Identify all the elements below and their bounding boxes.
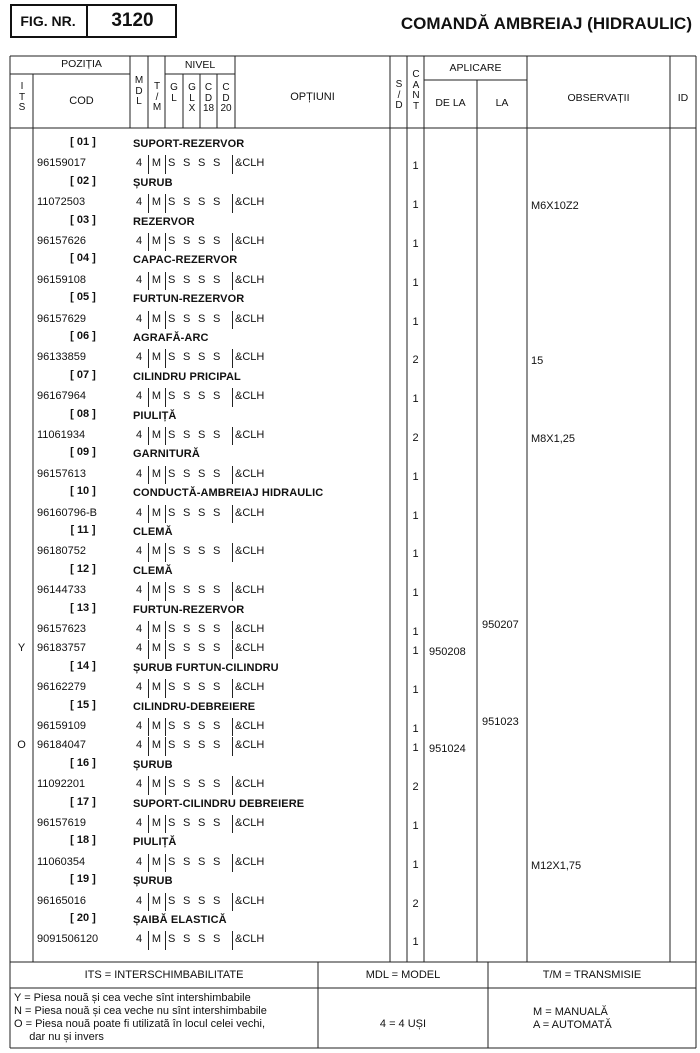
tm-value: M [151, 196, 162, 209]
position-number: [ 06 ] [70, 330, 96, 342]
part-code: 96159108 [37, 273, 86, 286]
header-optiuni: OPȚIUNI [290, 91, 335, 103]
position-number: [ 05 ] [70, 291, 96, 304]
tm-value: M [151, 933, 162, 946]
legend-tm-line: M = MANUALĂ [533, 1006, 608, 1018]
part-description: PIULIȚĂ [133, 836, 177, 849]
nivel-values: S S S S [168, 467, 223, 480]
mdl-divider [165, 815, 166, 833]
option-value: &CLH [235, 681, 265, 694]
legend-mdl-title: MDL = MODEL [365, 969, 441, 981]
figure-number: 3120 [111, 10, 154, 31]
option-value: &CLH [235, 545, 265, 558]
tm-value: M [151, 681, 162, 694]
mdl-value: 4 [135, 739, 143, 752]
tm-value: M [151, 351, 162, 364]
mdl-divider [148, 194, 149, 212]
observation: M8X1,25 [531, 433, 576, 445]
nivel-values: S S S S [168, 933, 223, 946]
option-value: &CLH [235, 933, 265, 946]
option-value: &CLH [235, 778, 265, 791]
mdl-divider [232, 155, 233, 173]
nivel-values: S S S S [168, 642, 223, 655]
applied-to: 951023 [482, 716, 519, 728]
legend-its-line: O = Piesa nouă poate fi utilizată în locul celei vechi, [14, 1018, 266, 1030]
part-description: ȘURUB [133, 758, 173, 771]
mdl-divider [165, 505, 166, 523]
part-description: ȘURUB [133, 176, 173, 189]
mdl-divider [165, 931, 166, 949]
part-code: 11072503 [37, 196, 86, 209]
tm-value: M [151, 855, 162, 868]
position-number: [ 10 ] [70, 485, 96, 498]
legend-its-title: ITS = INTERSCHIMBABILITATE [84, 969, 244, 981]
part-code: 96165016 [37, 894, 86, 907]
mdl-value: 4 [135, 545, 143, 558]
part-code: 96180752 [37, 545, 86, 558]
mdl-divider [232, 466, 233, 484]
option-value: &CLH [235, 351, 265, 364]
mdl-divider [148, 466, 149, 484]
header-pozitia: POZIȚIA [61, 58, 102, 70]
mdl-divider [148, 776, 149, 794]
position-number: [ 02 ] [70, 174, 96, 187]
part-code: 96184047 [37, 739, 86, 752]
header-de-la: DE LA [435, 97, 466, 109]
mdl-divider [165, 543, 166, 561]
mdl-divider [148, 311, 149, 329]
mdl-value: 4 [135, 235, 143, 247]
quantity: 1 [412, 160, 419, 173]
option-value: &CLH [235, 390, 265, 403]
mdl-value: 4 [135, 681, 143, 694]
position-number: [ 14 ] [70, 659, 96, 672]
nivel-values: S S S S [168, 390, 223, 403]
header-nivel: NIVEL [184, 59, 216, 71]
quantity: 1 [412, 820, 419, 832]
mdl-divider [232, 233, 233, 251]
position-number: [ 12 ] [70, 562, 96, 575]
mdl-value: 4 [135, 390, 143, 403]
header-nivel-gl: G L [170, 82, 178, 104]
nivel-values: S S S S [168, 506, 223, 519]
mdl-divider [148, 815, 149, 833]
mdl-divider [232, 194, 233, 212]
part-code: 11060354 [37, 855, 86, 868]
figure-label: FIG. NR. [10, 4, 88, 38]
part-description: CAPAC-REZERVOR [133, 254, 238, 267]
part-description: GARNITURĂ [133, 448, 200, 461]
part-description: CILINDRU-DEBREIERE [133, 700, 256, 713]
mdl-value: 4 [135, 817, 143, 829]
option-value: &CLH [235, 855, 265, 868]
its-code: Y [17, 642, 26, 655]
part-code: 96133859 [37, 351, 86, 364]
nivel-values: S S S S [168, 429, 223, 441]
part-code: 9091506120 [37, 933, 99, 946]
mdl-divider [165, 582, 166, 600]
mdl-divider [232, 349, 233, 367]
applied-to: 950207 [482, 619, 519, 631]
part-description: REZERVOR [133, 215, 195, 228]
header-mdl: M D L [134, 75, 144, 107]
header-la: LA [495, 97, 509, 109]
part-code: 96160796-B [37, 506, 97, 519]
part-code: 11061934 [37, 429, 86, 441]
legend-its-line: Y = Piesa nouă și cea veche sînt intershimbabile [14, 992, 251, 1004]
tm-value: M [151, 312, 162, 325]
legend-tm-title: T/M = TRANSMISIE [542, 969, 642, 981]
header-sd: S / D [395, 79, 403, 111]
option-value: &CLH [235, 467, 265, 480]
mdl-divider [165, 621, 166, 639]
part-description: SUPORT-REZERVOR [133, 138, 245, 150]
header-its: I T S [18, 81, 26, 113]
mdl-divider [232, 311, 233, 329]
option-value: &CLH [235, 312, 265, 325]
part-description: SUPORT-CILINDRU DEBREIERE [133, 797, 305, 810]
mdl-divider [165, 679, 166, 697]
part-description: PIULIȚĂ [133, 409, 177, 422]
mdl-divider [148, 427, 149, 445]
mdl-value: 4 [135, 273, 143, 286]
tm-value: M [151, 817, 162, 829]
header-id: ID [677, 92, 689, 104]
part-code: 96157613 [37, 467, 86, 480]
position-number: [ 19 ] [70, 873, 96, 886]
header-nivel-cd20: C D 20 [220, 82, 232, 114]
quantity: 1 [412, 470, 419, 483]
position-number: [ 16 ] [70, 756, 96, 769]
mdl-divider [165, 272, 166, 290]
part-code: 96157626 [37, 235, 86, 247]
part-code: 96183757 [37, 642, 86, 655]
mdl-divider [232, 582, 233, 600]
nivel-values: S S S S [168, 312, 223, 325]
nivel-values: S S S S [168, 720, 223, 732]
mdl-divider [232, 815, 233, 833]
quantity: 2 [412, 432, 419, 444]
option-value: &CLH [235, 739, 265, 752]
quantity: 1 [412, 238, 419, 250]
mdl-value: 4 [135, 196, 143, 209]
tm-value: M [151, 506, 162, 519]
header-tm: T / M [152, 81, 162, 113]
mdl-divider [232, 621, 233, 639]
option-value: &CLH [235, 817, 265, 829]
mdl-divider [165, 718, 166, 736]
part-code: 96159109 [37, 720, 86, 732]
mdl-divider [232, 893, 233, 911]
part-description: CLEMĂ [133, 564, 173, 577]
part-description: ȘURUB FURTUN-CILINDRU [133, 661, 279, 674]
mdl-value: 4 [135, 642, 143, 655]
part-description: ȘAIBĂ ELASTICĂ [133, 914, 227, 926]
tm-value: M [151, 235, 162, 247]
legend-its-line: N = Piesa nouă și cea veche nu sînt intershimbabile [14, 1005, 267, 1017]
part-description: AGRAFĂ-ARC [133, 332, 209, 344]
nivel-values: S S S S [168, 584, 223, 597]
mdl-divider [165, 233, 166, 251]
mdl-divider [148, 893, 149, 911]
part-code: 96157619 [37, 817, 86, 829]
mdl-value: 4 [135, 584, 143, 597]
mdl-divider [165, 427, 166, 445]
position-number: [ 20 ] [70, 912, 96, 924]
its-code: O [17, 739, 26, 752]
mdl-value: 4 [135, 720, 143, 732]
legend-its-line: dar nu și invers [14, 1031, 104, 1043]
mdl-divider [165, 349, 166, 367]
mdl-divider [232, 718, 233, 736]
position-number: [ 17 ] [70, 795, 96, 808]
quantity: 1 [412, 645, 419, 658]
quantity: 1 [412, 393, 419, 406]
option-value: &CLH [235, 584, 265, 597]
nivel-values: S S S S [168, 778, 223, 791]
part-code: 96167964 [37, 390, 86, 403]
mdl-divider [165, 640, 166, 658]
quantity: 1 [412, 587, 419, 600]
part-description: CLEMĂ [133, 526, 173, 538]
legend-its-lines [14, 992, 267, 1044]
mdl-divider [232, 776, 233, 794]
part-description: FURTUN-REZERVOR [133, 603, 245, 616]
position-number: [ 03 ] [70, 213, 96, 226]
tm-value: M [151, 584, 162, 597]
quantity: 1 [412, 936, 419, 949]
tm-value: M [151, 429, 162, 441]
mdl-divider [148, 679, 149, 697]
option-value: &CLH [235, 429, 265, 441]
mdl-divider [232, 427, 233, 445]
quantity: 1 [412, 199, 419, 212]
quantity: 1 [412, 858, 419, 871]
header-observatii: OBSERVAȚII [567, 92, 630, 104]
quantity: 1 [412, 742, 419, 755]
mdl-divider [148, 737, 149, 755]
mdl-divider [165, 893, 166, 911]
nivel-values: S S S S [168, 351, 223, 364]
legend-tm-lines [533, 1006, 612, 1032]
mdl-value: 4 [135, 894, 143, 907]
nivel-values: S S S S [168, 681, 223, 694]
tm-value: M [151, 157, 162, 170]
quantity: 2 [412, 897, 419, 910]
mdl-divider [232, 931, 233, 949]
quantity: 2 [412, 354, 419, 367]
observation: 15 [531, 355, 544, 368]
position-number: [ 09 ] [70, 446, 96, 459]
tm-value: M [151, 467, 162, 480]
nivel-values: S S S S [168, 235, 223, 247]
tm-value: M [151, 390, 162, 403]
mdl-value: 4 [135, 933, 143, 946]
nivel-values: S S S S [168, 894, 223, 907]
option-value: &CLH [235, 894, 265, 907]
mdl-divider [165, 737, 166, 755]
mdl-value: 4 [135, 467, 143, 480]
position-number: [ 15 ] [70, 698, 96, 711]
mdl-value: 4 [135, 506, 143, 519]
tm-value: M [151, 273, 162, 286]
mdl-divider [148, 272, 149, 290]
part-code: 96159017 [37, 157, 86, 170]
option-value: &CLH [235, 720, 265, 732]
mdl-divider [148, 388, 149, 406]
mdl-divider [148, 640, 149, 658]
mdl-divider [232, 388, 233, 406]
part-description: CILINDRU PRICIPAL [133, 370, 241, 383]
mdl-divider [232, 679, 233, 697]
mdl-divider [232, 737, 233, 755]
quantity: 1 [412, 509, 419, 522]
part-code: 96157629 [37, 312, 86, 325]
mdl-divider [148, 505, 149, 523]
quantity: 1 [412, 684, 419, 697]
mdl-divider [232, 543, 233, 561]
observation: M6X10Z2 [531, 200, 579, 213]
mdl-divider [148, 621, 149, 639]
part-code: 96162279 [37, 681, 86, 694]
position-number: [ 11 ] [70, 524, 96, 536]
mdl-divider [232, 854, 233, 872]
applied-from: 950208 [429, 646, 466, 659]
position-number: [ 18 ] [70, 834, 96, 847]
quantity: 1 [412, 548, 419, 561]
header-cant: C A N T [412, 69, 420, 112]
nivel-values: S S S S [168, 739, 223, 752]
part-code: 96144733 [37, 584, 86, 597]
observation: M12X1,75 [531, 859, 582, 872]
quantity: 2 [412, 781, 419, 794]
mdl-value: 4 [135, 855, 143, 868]
mdl-divider [165, 155, 166, 173]
mdl-divider [165, 466, 166, 484]
applied-from: 951024 [429, 743, 466, 756]
quantity: 1 [412, 626, 419, 638]
mdl-divider [232, 640, 233, 658]
position-number: [ 08 ] [70, 407, 96, 420]
part-description: ȘURUB [133, 875, 173, 888]
tm-value: M [151, 720, 162, 732]
tm-value: M [151, 894, 162, 907]
option-value: &CLH [235, 623, 265, 635]
mdl-divider [165, 388, 166, 406]
quantity: 1 [412, 276, 419, 289]
mdl-divider [232, 505, 233, 523]
nivel-values: S S S S [168, 273, 223, 286]
position-number: [ 04 ] [70, 252, 96, 265]
mdl-value: 4 [135, 429, 143, 441]
mdl-divider [165, 854, 166, 872]
mdl-divider [165, 776, 166, 794]
nivel-values: S S S S [168, 855, 223, 868]
header-cod: COD [69, 95, 94, 107]
nivel-values: S S S S [168, 817, 223, 829]
mdl-divider [148, 155, 149, 173]
document-title: COMANDĂ AMBREIAJ (HIDRAULIC) [400, 14, 692, 33]
nivel-values: S S S S [168, 196, 223, 209]
part-description: CONDUCTĂ-AMBREIAJ HIDRAULIC [133, 487, 324, 500]
part-code: 11092201 [37, 778, 86, 791]
quantity: 1 [412, 723, 419, 735]
header-aplicare: APLICARE [449, 62, 502, 74]
position-number: [ 13 ] [70, 601, 96, 614]
mdl-divider [148, 543, 149, 561]
mdl-divider [148, 582, 149, 600]
legend-mdl-value: 4 = 4 UȘI [379, 1018, 427, 1030]
nivel-values: S S S S [168, 545, 223, 558]
mdl-divider [148, 854, 149, 872]
header-nivel-glx: G L X [188, 82, 196, 114]
part-description: FURTUN-REZERVOR [133, 293, 245, 306]
mdl-divider [148, 349, 149, 367]
mdl-value: 4 [135, 623, 143, 635]
header-nivel-cd18: C D 18 [202, 82, 215, 114]
tm-value: M [151, 545, 162, 558]
position-number: [ 07 ] [70, 368, 96, 381]
option-value: &CLH [235, 235, 265, 247]
mdl-divider [165, 194, 166, 212]
mdl-value: 4 [135, 351, 143, 364]
option-value: &CLH [235, 506, 265, 519]
mdl-value: 4 [135, 778, 143, 791]
option-value: &CLH [235, 157, 265, 170]
option-value: &CLH [235, 273, 265, 286]
quantity: 1 [412, 315, 419, 328]
mdl-divider [232, 272, 233, 290]
tm-value: M [151, 623, 162, 635]
tm-value: M [151, 642, 162, 655]
legend-tm-line: A = AUTOMATĂ [533, 1019, 612, 1031]
tm-value: M [151, 739, 162, 752]
mdl-divider [148, 718, 149, 736]
mdl-value: 4 [135, 312, 143, 325]
nivel-values: S S S S [168, 157, 223, 170]
nivel-values: S S S S [168, 623, 223, 635]
mdl-divider [148, 931, 149, 949]
option-value: &CLH [235, 642, 265, 655]
mdl-value: 4 [135, 157, 143, 170]
tm-value: M [151, 778, 162, 791]
mdl-divider [148, 233, 149, 251]
part-code: 96157623 [37, 623, 86, 635]
option-value: &CLH [235, 196, 265, 209]
position-number: [ 01 ] [70, 136, 96, 148]
mdl-divider [165, 311, 166, 329]
